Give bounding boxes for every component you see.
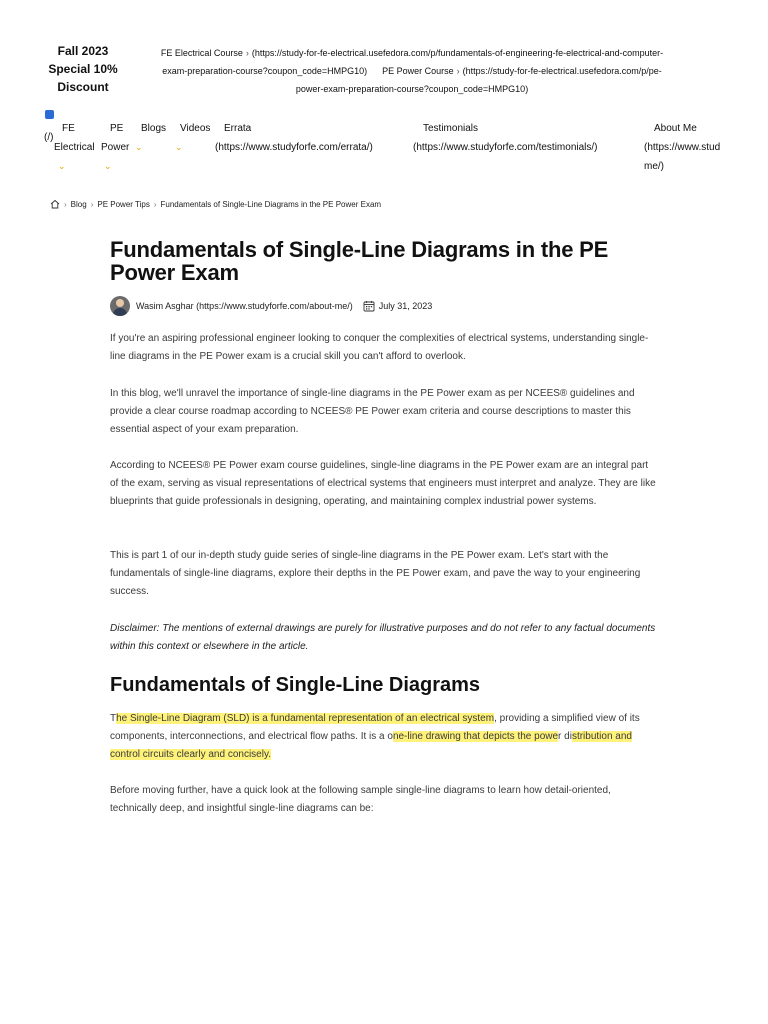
breadcrumb-blog[interactable]: Blog bbox=[70, 199, 87, 209]
post-date: July 31, 2023 bbox=[378, 301, 433, 311]
page-title: Fundamentals of Single-Line Diagrams in the PE Power Exam bbox=[110, 237, 609, 285]
nav-fe-electrical[interactable] bbox=[54, 119, 95, 176]
nav-errata[interactable]: Errata (https://www.studyforfe.com/errata/) bbox=[215, 123, 373, 153]
chevron-down-icon: ⌄ bbox=[175, 142, 183, 152]
promo-badge bbox=[40, 42, 126, 96]
logo-icon[interactable] bbox=[45, 110, 54, 119]
nav-blogs[interactable]: Blogs bbox=[141, 123, 167, 134]
breadcrumb-separator: › bbox=[64, 199, 67, 209]
home-icon[interactable] bbox=[50, 199, 60, 209]
section-heading: Fundamentals of Single-Line Diagrams bbox=[110, 674, 481, 696]
fe-course-link[interactable]: FE Electrical Course › (https://study-for-fe-electrical.usefedora.com/p/fundamentals-of-engineering-fe-electrical-and-computer- bbox=[160, 48, 664, 58]
nav-testimonials[interactable]: Testimonials (https://www.studyforfe.com/testimonials/) bbox=[413, 123, 598, 153]
breadcrumb-current: Fundamentals of Single-Line Diagrams in the PE Power Exam bbox=[160, 199, 382, 209]
promo-badge-line1: Fall 2023 bbox=[57, 44, 109, 58]
paragraph-blog-overview: In this blog, we'll unravel the importance of single-line diagrams in the PE Power exam as per NCEES® guidelines and provide a clear course roadmap according to NCEES® PE Power exam criteria and course descriptions to master this essential aspect of your exam preparation. bbox=[110, 388, 635, 435]
paragraph-intro: If you're an aspiring professional engineer looking to conquer the complexities of electrical systems, understanding single-line diagrams in the PE Power exam is a crucial skill you can't afford to overlook. bbox=[110, 333, 649, 362]
paragraph-sample-diagrams: Before moving further, have a quick look at the following sample single-line diagrams to learn how detail-oriented, technically deep, and insightful single-line diagrams can be: bbox=[110, 785, 611, 814]
nav-pe-chevron[interactable] bbox=[135, 138, 143, 157]
chevron-right-icon: › bbox=[245, 48, 249, 58]
breadcrumb bbox=[50, 199, 381, 209]
nav-pe-label-2: Power bbox=[101, 142, 130, 153]
promo-badge-line2: Special 10% bbox=[48, 62, 118, 76]
pe-course-link[interactable]: PE Power Course › (https://study-for-fe-electrical.usefedora.com/p/pe- bbox=[382, 66, 662, 76]
promo-links bbox=[132, 44, 692, 98]
chevron-down-icon: ⌄ bbox=[135, 142, 143, 152]
home-link[interactable]: (/) bbox=[44, 132, 54, 143]
chevron-right-icon: › bbox=[456, 66, 460, 76]
highlight: ne-line drawing that depicts the powe bbox=[392, 731, 559, 742]
author-link[interactable]: Wasim Asghar (https://www.studyforfe.com/about-me/) bbox=[136, 301, 353, 311]
nav-fe-label-2: Electrical bbox=[54, 142, 95, 153]
paragraph-series-part1: This is part 1 of our in-depth study guide series of single-line diagrams in the PE Power exam. Let's start with the fundamentals of single-line diagrams, explore their depths in the PE Power exam, and pave the way to your engineering success. bbox=[110, 550, 641, 597]
calendar-icon bbox=[363, 300, 375, 312]
highlight: stribution and control circuits clearly and concisely. bbox=[110, 731, 632, 760]
nav-pe-label-1: PE bbox=[110, 123, 124, 134]
paragraph-ncees-guidelines: According to NCEES® PE Power exam course guidelines, single-line diagrams in the PE Power exam are an integral part of the exam, serving as visual representations of electrical systems that engineers must interpret and analyze. They are like blueprints that guide professionals in designing, operating, and maintaining complex industrial power systems. bbox=[110, 460, 656, 507]
paragraph-sld-definition: The Single-Line Diagram (SLD) is a fundamental representation of an electrical system, providing a simplified view of its components, interconnections, and electrical flow paths. It is a one-line drawing that depicts the power distribution and control circuits clearly and concisely. bbox=[110, 713, 640, 760]
highlight: he Single-Line Diagram (SLD) is a fundamental representation of an electrical system bbox=[116, 713, 495, 724]
post-meta bbox=[110, 296, 432, 316]
nav-blogs-chevron[interactable] bbox=[175, 138, 183, 157]
fe-course-link-cont[interactable]: exam-preparation-course?coupon_code=HMPG10) bbox=[162, 66, 368, 76]
nav-videos[interactable]: Videos bbox=[180, 123, 211, 134]
disclaimer: Disclaimer: The mentions of external drawings are purely for illustrative purposes and do not refer to any factual documents within this context or elsewhere in the article. bbox=[110, 623, 656, 652]
breadcrumb-category[interactable]: PE Power Tips bbox=[97, 199, 150, 209]
breadcrumb-separator: › bbox=[153, 199, 157, 209]
nav-about[interactable]: About Me (https://www.stud me/) bbox=[644, 123, 721, 172]
nav-pe-power[interactable] bbox=[101, 119, 129, 176]
pe-course-link-cont[interactable]: power-exam-preparation-course?coupon_code=HMPG10) bbox=[295, 84, 529, 94]
breadcrumb-separator: › bbox=[90, 199, 94, 209]
chevron-down-icon: ⌄ bbox=[58, 161, 66, 171]
chevron-down-icon: ⌄ bbox=[104, 161, 112, 171]
promo-badge-line3: Discount bbox=[57, 80, 109, 94]
nav-fe-label-1: FE bbox=[62, 123, 75, 134]
avatar bbox=[110, 296, 130, 316]
